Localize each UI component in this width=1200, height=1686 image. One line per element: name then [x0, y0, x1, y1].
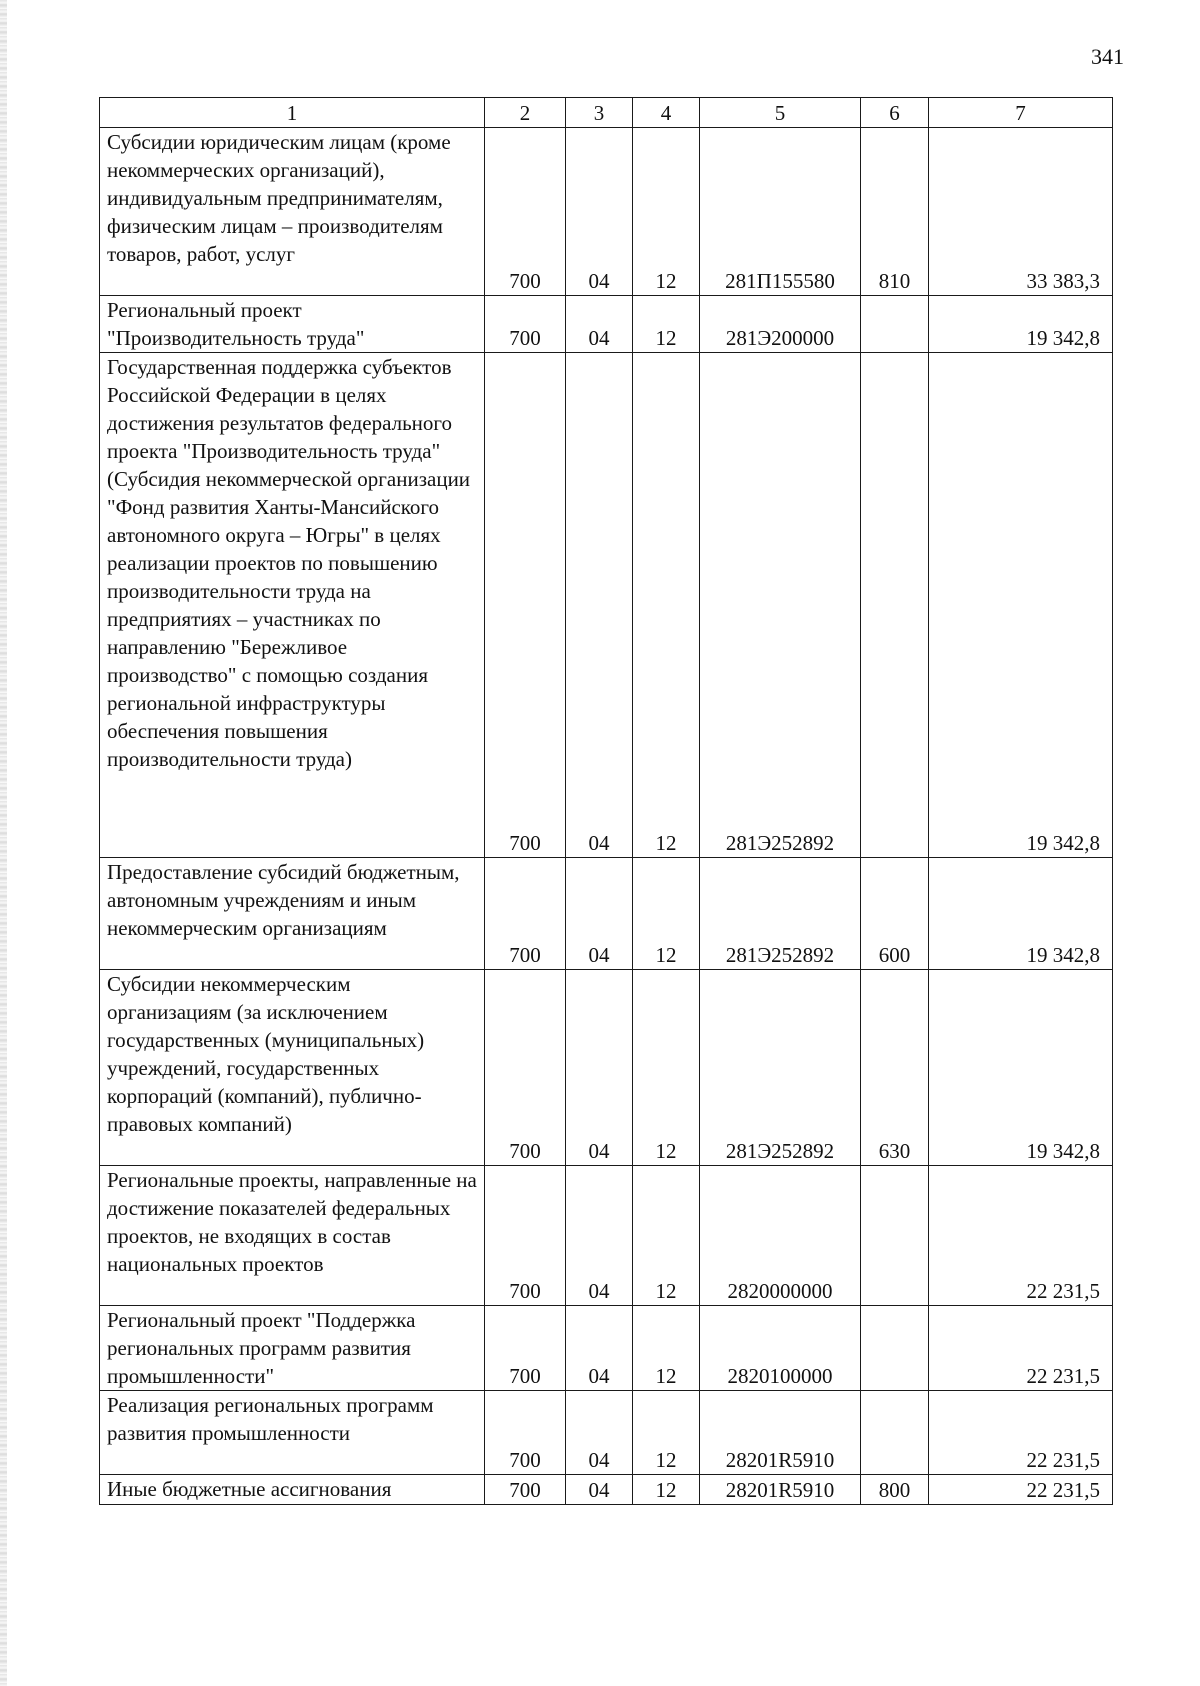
- row-code-4: 12: [633, 1306, 700, 1391]
- row-amount: 22 231,5: [929, 1166, 1113, 1306]
- row-code-3: 04: [566, 1306, 633, 1391]
- table-row: [100, 1166, 1113, 1306]
- table-row: [100, 296, 1113, 353]
- row-code-3: 04: [566, 296, 633, 353]
- row-code-2: 700: [485, 858, 566, 970]
- row-code-4: 12: [633, 296, 700, 353]
- row-code-2: 700: [485, 1306, 566, 1391]
- table-row: [100, 353, 1113, 858]
- row-amount: 22 231,5: [929, 1475, 1113, 1505]
- row-code-6: [861, 353, 929, 858]
- row-code-6: [861, 1391, 929, 1475]
- row-code-6: 800: [861, 1475, 929, 1505]
- row-code-4: 12: [633, 353, 700, 858]
- row-code-2: 700: [485, 1475, 566, 1505]
- row-name: Иные бюджетные ассигнования: [100, 1475, 485, 1505]
- row-code-2: 700: [485, 1391, 566, 1475]
- row-name: Реализация региональных программ развития промышленности: [100, 1391, 485, 1475]
- row-code-3: 04: [566, 1475, 633, 1505]
- row-code-5: 281Э200000: [700, 296, 861, 353]
- row-code-4: 12: [633, 858, 700, 970]
- scan-edge-artifact: [0, 0, 7, 1686]
- row-amount: 19 342,8: [929, 858, 1113, 970]
- row-code-4: 12: [633, 970, 700, 1166]
- row-name: Субсидии юридическим лицам (кроме некоммерческих организаций), индивидуальным предпринимателям, физическим лицам – производителям товаров, работ, услуг: [100, 128, 485, 296]
- row-code-3: 04: [566, 858, 633, 970]
- row-code-5: 281Э252892: [700, 970, 861, 1166]
- row-name: Региональный проект "Поддержка региональных программ развития промышленности": [100, 1306, 485, 1391]
- row-code-6: [861, 296, 929, 353]
- table-row: [100, 970, 1113, 1166]
- row-name: Предоставление субсидий бюджетным, автономным учреждениям и иным некоммерческим организациям: [100, 858, 485, 970]
- row-code-2: 700: [485, 353, 566, 858]
- row-amount: 33 383,3: [929, 128, 1113, 296]
- row-code-4: 12: [633, 1475, 700, 1505]
- row-code-3: 04: [566, 1391, 633, 1475]
- table-header-row: [100, 98, 1113, 128]
- table-row: [100, 1475, 1113, 1505]
- column-header-1: 1: [100, 98, 485, 128]
- row-name: Субсидии некоммерческим организациям (за исключением государственных (муниципальных) учреждений, государственных корпораций (компаний), публично-правовых компаний): [100, 970, 485, 1166]
- row-code-4: 12: [633, 1391, 700, 1475]
- row-code-5: 28201R5910: [700, 1475, 861, 1505]
- row-code-5: 2820100000: [700, 1306, 861, 1391]
- row-code-2: 700: [485, 970, 566, 1166]
- row-code-6: [861, 1166, 929, 1306]
- row-amount: 19 342,8: [929, 970, 1113, 1166]
- column-header-6: 6: [861, 98, 929, 128]
- row-code-3: 04: [566, 353, 633, 858]
- row-code-5: 2820000000: [700, 1166, 861, 1306]
- column-header-2: 2: [485, 98, 566, 128]
- table-row: [100, 858, 1113, 970]
- page-number: 341: [1091, 44, 1124, 69]
- table-row: [100, 1391, 1113, 1475]
- row-code-5: 281Э252892: [700, 858, 861, 970]
- row-name: Государственная поддержка субъектов Российской Федерации в целях достижения результатов федерального проекта "Производительность труда" (Субсидия некоммерческой организации "Фонд развития Ханты-Мансийского автономного округа – Югры" в целях реализации проектов по повышению производительности труда на предприятиях – участниках по направлению "Бережливое производство" с помощью создания региональной инфраструктуры обеспечения повышения производительности труда): [100, 353, 485, 858]
- row-code-2: 700: [485, 296, 566, 353]
- row-code-3: 04: [566, 128, 633, 296]
- row-name: Региональные проекты, направленные на достижение показателей федеральных проектов, не входящих в состав национальных проектов: [100, 1166, 485, 1306]
- column-header-4: 4: [633, 98, 700, 128]
- row-code-6: 810: [861, 128, 929, 296]
- budget-table: [99, 97, 1113, 1505]
- row-code-3: 04: [566, 1166, 633, 1306]
- row-amount: 19 342,8: [929, 353, 1113, 858]
- row-code-5: 28201R5910: [700, 1391, 861, 1475]
- table-row: [100, 1306, 1113, 1391]
- row-amount: 19 342,8: [929, 296, 1113, 353]
- row-code-5: 281П155580: [700, 128, 861, 296]
- column-header-7: 7: [929, 98, 1113, 128]
- row-code-2: 700: [485, 128, 566, 296]
- row-code-5: 281Э252892: [700, 353, 861, 858]
- row-name: Региональный проект "Производительность труда": [100, 296, 485, 353]
- row-amount: 22 231,5: [929, 1391, 1113, 1475]
- row-amount: 22 231,5: [929, 1306, 1113, 1391]
- row-code-4: 12: [633, 128, 700, 296]
- row-code-2: 700: [485, 1166, 566, 1306]
- row-code-6: [861, 1306, 929, 1391]
- row-code-6: 600: [861, 858, 929, 970]
- column-header-3: 3: [566, 98, 633, 128]
- row-code-3: 04: [566, 970, 633, 1166]
- table-row: [100, 128, 1113, 296]
- row-code-4: 12: [633, 1166, 700, 1306]
- row-code-6: 630: [861, 970, 929, 1166]
- column-header-5: 5: [700, 98, 861, 128]
